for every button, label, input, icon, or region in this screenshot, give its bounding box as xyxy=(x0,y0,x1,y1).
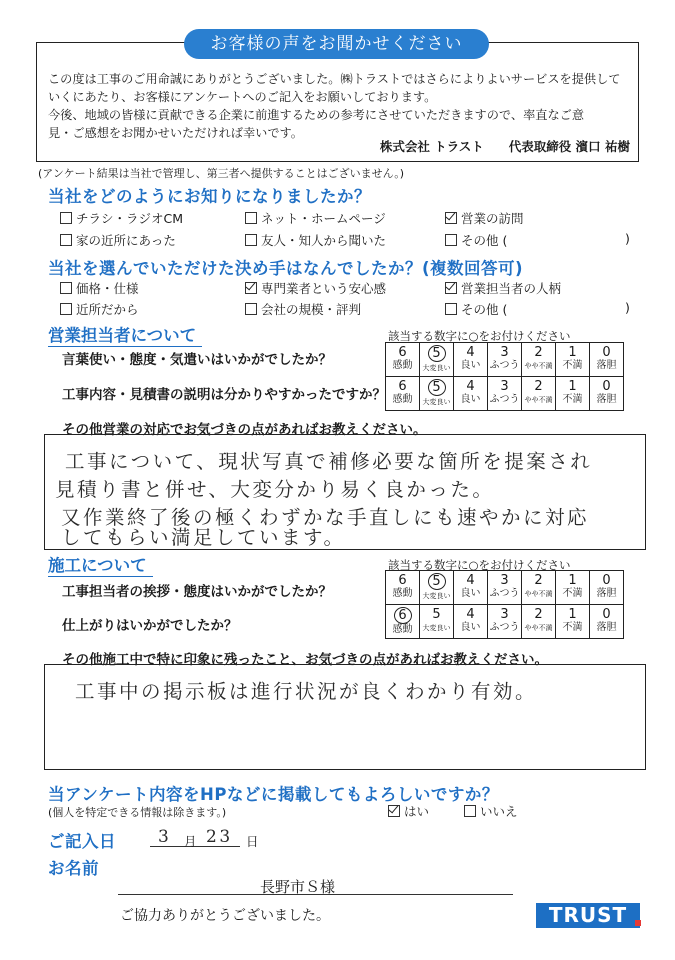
q1-option[interactable]: ネット・ホームページ xyxy=(245,209,386,227)
rating-number: 6 xyxy=(398,573,407,588)
privacy-note: (アンケート結果は当社で管理し、第三者へ提供することはございません。) xyxy=(38,167,405,180)
rating-cell[interactable] xyxy=(386,605,420,639)
rating-number: 3 xyxy=(500,345,509,360)
rating-row xyxy=(386,605,624,639)
company-signature: 株式会社 トラスト 代表取締役 濱口 祐樹 xyxy=(379,139,630,154)
checkbox[interactable] xyxy=(60,212,72,224)
comment-line: してもらい満足しています。 xyxy=(61,526,346,549)
rating-number: 0 xyxy=(602,345,611,360)
rating-label: やや不満 xyxy=(524,624,553,632)
rating-label: 落胆 xyxy=(596,394,617,405)
publish-note: (個人を特定できる情報は除きます。) xyxy=(48,806,227,819)
checkbox[interactable] xyxy=(60,282,72,294)
rating-number xyxy=(386,607,419,624)
month-label: 月 xyxy=(184,834,197,849)
rating-cell[interactable] xyxy=(556,571,590,605)
rating-label: やや不満 xyxy=(524,396,553,404)
rating-cell[interactable] xyxy=(420,377,454,411)
rating-cell[interactable] xyxy=(590,377,624,411)
q2-option[interactable]: 会社の規模・評判 xyxy=(245,300,361,318)
checkbox[interactable] xyxy=(60,303,72,315)
checkbox[interactable] xyxy=(245,303,257,315)
q1-option[interactable]: 営業の訪問 xyxy=(445,209,524,227)
checkbox[interactable] xyxy=(245,212,257,224)
rating-label: 落胆 xyxy=(596,622,617,633)
checkbox[interactable] xyxy=(245,234,257,246)
intro-line: 見・ご感想をお聞かせいただければ幸いです。 xyxy=(48,126,303,140)
q1-option[interactable]: チラシ・ラジオCM xyxy=(60,209,183,227)
rating-number: 1 xyxy=(568,573,577,588)
intro-line: この度は工事のご用命誠にありがとうございました。㈱トラストではさらによりよいサービスを提供して xyxy=(48,72,621,86)
rating-label: やや不満 xyxy=(524,362,553,370)
q1-heading: 当社をどのようにお知りになりましたか？ xyxy=(48,187,371,206)
checkbox[interactable] xyxy=(60,234,72,246)
rating-cell[interactable] xyxy=(522,343,556,377)
rating-cell[interactable] xyxy=(488,343,522,377)
checkbox-checked[interactable] xyxy=(245,282,257,294)
rating-cell[interactable] xyxy=(556,605,590,639)
rating-number: 2 xyxy=(534,607,543,622)
rating-label: 落胆 xyxy=(596,588,617,599)
rating-label: ふつう xyxy=(489,622,520,633)
construction-question-1: 工事担当者の挨拶・態度はいかがでしたか？ xyxy=(62,584,332,600)
rating-cell[interactable] xyxy=(420,571,454,605)
rating-number: 4 xyxy=(466,573,475,588)
rating-number: 1 xyxy=(568,607,577,622)
rating-row xyxy=(386,571,624,605)
construction-scale-caption: 該当する数字に○をお付けください xyxy=(388,558,571,572)
q1-option[interactable]: 家の近所にあった xyxy=(60,231,176,249)
rating-cell[interactable] xyxy=(386,343,420,377)
rating-label: 良い xyxy=(460,394,481,405)
construction-heading: 施工について xyxy=(48,552,153,577)
checkbox[interactable] xyxy=(445,303,457,315)
rating-label: 大変良い xyxy=(422,592,451,600)
rating-label: 不満 xyxy=(562,360,583,371)
rating-label: 大変良い xyxy=(422,364,451,372)
name-underline xyxy=(118,894,513,895)
q2-option[interactable]: 近所だから xyxy=(60,300,139,318)
rating-number: 0 xyxy=(602,607,611,622)
rating-number: 6 xyxy=(398,345,407,360)
selected-circle: 6 xyxy=(394,607,412,624)
name-heading: お名前 xyxy=(48,859,99,878)
publish-yes-option[interactable]: はい xyxy=(388,802,429,820)
comment-line: 工事中の掲示板は進行状況が良くわかり有効。 xyxy=(75,680,538,703)
sales-heading: 営業担当者について xyxy=(48,322,202,347)
rating-cell[interactable] xyxy=(386,377,420,411)
month-value: 3 xyxy=(158,827,172,847)
rating-cell[interactable] xyxy=(454,343,488,377)
rating-number: 4 xyxy=(466,379,475,394)
rating-number: 1 xyxy=(568,345,577,360)
checkbox-checked[interactable] xyxy=(445,282,457,294)
selected-circle: 5 xyxy=(428,573,446,590)
q2-option[interactable]: その他 ( xyxy=(445,300,507,318)
rating-cell[interactable] xyxy=(522,377,556,411)
rating-number xyxy=(420,573,453,590)
construction-comment-prompt: その他施工中で特に印象に残ったこと、お気づきの点があればお教えください。 xyxy=(62,652,548,668)
rating-cell[interactable] xyxy=(488,377,522,411)
entry-date-heading: ご記入日 xyxy=(48,832,116,851)
rating-label: 大変良い xyxy=(422,624,451,632)
publish-heading: 当アンケート内容をHPなどに掲載してもよろしいですか？ xyxy=(48,785,499,804)
comment-line: 又作業終了後の極くわずかな手直しにも速やかに対応 xyxy=(61,506,590,529)
checkbox-checked[interactable] xyxy=(445,212,457,224)
rating-label: 感動 xyxy=(392,360,413,371)
q2-option[interactable]: 価格・仕様 xyxy=(60,279,139,297)
sales-comment-prompt: その他営業の対応でお気づきの点があればお教えください。 xyxy=(62,422,427,438)
rating-label: やや不満 xyxy=(524,590,553,598)
checkbox[interactable] xyxy=(464,805,476,817)
q1-option[interactable]: その他 ( xyxy=(445,231,507,249)
rating-cell[interactable] xyxy=(420,605,454,639)
rating-number: 2 xyxy=(534,379,543,394)
intro-line: いくにあたり、お客様にアンケートへのご記入をお願いしております。 xyxy=(48,90,437,104)
rating-cell[interactable] xyxy=(590,343,624,377)
rating-cell[interactable] xyxy=(522,605,556,639)
rating-label: 良い xyxy=(460,622,481,633)
rating-number: 3 xyxy=(500,379,509,394)
rating-cell[interactable] xyxy=(488,571,522,605)
q2-option[interactable]: 専門業者という安心感 xyxy=(245,279,386,297)
rating-row xyxy=(386,343,624,377)
checkbox-checked[interactable] xyxy=(388,805,400,817)
rating-label: 良い xyxy=(460,588,481,599)
intro-line: 今後、地域の皆様に貢献できる企業に前進するための参考にさせていただきますので、率直なご意 xyxy=(48,108,585,122)
rating-label: 不満 xyxy=(562,394,583,405)
rating-number: 3 xyxy=(500,573,509,588)
rating-cell[interactable] xyxy=(556,377,590,411)
comment-line: 工事について、現状写真で補修必要な箇所を提案され xyxy=(65,450,593,473)
rating-label: 不満 xyxy=(562,588,583,599)
rating-number: 4 xyxy=(466,607,475,622)
construction-comment-box[interactable] xyxy=(44,664,646,770)
rating-number: 1 xyxy=(568,379,577,394)
comment-line: 見積り書と併せ、大変分かり易く良かった。 xyxy=(55,478,495,501)
close-paren: ) xyxy=(625,231,630,246)
rating-label: 不満 xyxy=(562,622,583,633)
survey-title: お客様の声をお聞かせください xyxy=(184,29,489,59)
rating-number: 0 xyxy=(602,573,611,588)
selected-circle: 5 xyxy=(428,345,446,362)
trust-logo: TRUST xyxy=(536,903,640,928)
rating-cell[interactable] xyxy=(454,377,488,411)
rating-label: 大変良い xyxy=(422,398,451,406)
rating-label: 感動 xyxy=(392,624,413,635)
selected-circle: 5 xyxy=(428,379,446,396)
day-value: 23 xyxy=(206,827,233,847)
rating-row xyxy=(386,377,624,411)
q1-option[interactable]: 友人・知人から聞いた xyxy=(245,231,386,249)
rating-number: 5 xyxy=(432,607,441,622)
construction-rating-table xyxy=(385,570,624,639)
q2-heading: 当社を選んでいただけた決め手はなんでしたか？(複数回答可) xyxy=(48,259,524,278)
thanks-text: ご協力ありがとうございました。 xyxy=(120,908,330,924)
sales-scale-caption: 該当する数字に○をお付けください xyxy=(388,329,571,343)
rating-number: 3 xyxy=(500,607,509,622)
day-label: 日 xyxy=(246,834,259,849)
checkbox[interactable] xyxy=(445,234,457,246)
rating-label: 感動 xyxy=(392,588,413,599)
rating-cell[interactable] xyxy=(556,343,590,377)
rating-number: 2 xyxy=(534,345,543,360)
rating-cell[interactable] xyxy=(454,605,488,639)
rating-number: 0 xyxy=(602,379,611,394)
intro-text xyxy=(48,70,628,142)
rating-number xyxy=(420,379,453,396)
rating-cell[interactable] xyxy=(454,571,488,605)
rating-label: 良い xyxy=(460,360,481,371)
rating-cell[interactable] xyxy=(420,343,454,377)
sales-rating-table xyxy=(385,342,624,411)
close-paren: ) xyxy=(625,300,630,315)
rating-number xyxy=(420,345,453,362)
logo-accent-square xyxy=(635,920,641,926)
rating-label: ふつう xyxy=(489,394,520,405)
rating-cell[interactable] xyxy=(590,605,624,639)
sales-question-2: 工事内容・見積書の説明は分かりやすかったですか？ xyxy=(62,387,386,403)
rating-cell[interactable] xyxy=(522,571,556,605)
publish-no-option[interactable]: いいえ xyxy=(464,802,518,820)
rating-number: 4 xyxy=(466,345,475,360)
q2-option[interactable]: 営業担当者の人柄 xyxy=(445,279,561,297)
rating-number: 2 xyxy=(534,573,543,588)
sales-question-1: 言葉使い・態度・気遣いはいかがでしたか？ xyxy=(62,352,332,368)
construction-question-2: 仕上がりはいかがでしたか？ xyxy=(62,618,238,634)
rating-cell[interactable] xyxy=(590,571,624,605)
rating-number: 6 xyxy=(398,379,407,394)
sales-comment-box[interactable] xyxy=(44,434,646,550)
customer-name: 長野市Ｓ様 xyxy=(260,878,336,896)
rating-label: 落胆 xyxy=(596,360,617,371)
rating-cell[interactable] xyxy=(386,571,420,605)
rating-label: ふつう xyxy=(489,588,520,599)
rating-label: ふつう xyxy=(489,360,520,371)
rating-label: 感動 xyxy=(392,394,413,405)
rating-cell[interactable] xyxy=(488,605,522,639)
